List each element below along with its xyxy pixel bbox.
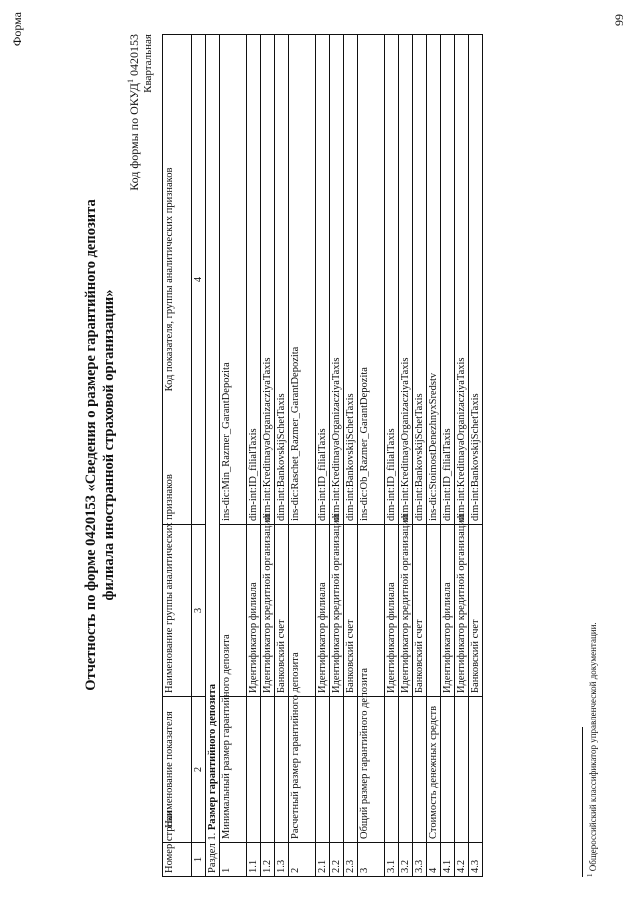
indicator-code-cell: dim-int:KreditnayaOrganizacziyaTaxis [455,35,469,525]
okud-line [126,34,142,191]
analytic-group-cell [427,525,441,697]
indicator-name-cell [455,697,469,843]
section-row [206,35,220,877]
row-number-cell: 3.3 [413,843,427,877]
table-row [344,35,358,877]
analytic-group-cell: Идентификатор филиала [441,525,455,697]
indicator-code-cell: ins-dic:Ob_Razmer_GarantDepozita [358,35,385,525]
analytic-group-cell: Идентификатор кредитной организации [399,525,413,697]
indicator-name-cell [385,697,399,843]
row-number-cell: 2.2 [330,843,344,877]
table-row [316,35,330,877]
analytic-group-cell: Идентификатор кредитной организации [261,525,275,697]
table-row [330,35,344,877]
row-number-cell: 4.1 [441,843,455,877]
indicator-name-cell: Стоимость денежных средств [427,697,441,843]
indicator-code-cell: dim-int:ID_filialTaxis [441,35,455,525]
table-row [413,35,427,877]
indicator-code-cell: dim-int:KreditnayaOrganizacziyaTaxis [330,35,344,525]
indicator-name-cell [413,697,427,843]
footnote [586,622,598,877]
row-number-cell: 4.2 [455,843,469,877]
analytic-group-cell: Банковский счет [275,525,289,697]
indicator-name-cell [441,697,455,843]
analytic-group-cell: Идентификатор кредитной организации [455,525,469,697]
indicator-code-cell: dim-int:ID_filialTaxis [385,35,399,525]
footnote-text: Общероссийский классификатор управленческой документации. [588,622,598,872]
indicator-code-cell: dim-int:BankovskijSchetTaxis [275,35,289,525]
table-row [220,35,247,877]
column-number-4: 4 [192,35,206,525]
section-title: Размер гарантийного депозита [207,683,218,831]
indicator-code-cell: dim-int:BankovskijSchetTaxis [344,35,358,525]
column-header-number: Номер строки [163,843,192,877]
indicator-code-cell: dim-int:BankovskijSchetTaxis [413,35,427,525]
footnote-divider [582,727,583,877]
indicator-name-cell: Расчетный размер гарантийного депозита [289,697,316,843]
indicator-name-cell [399,697,413,843]
column-number-row [192,35,206,877]
row-number-cell: 2.1 [316,843,330,877]
row-number-cell: 4 [427,843,441,877]
footnote-mark: 1 [586,873,594,877]
row-number-cell: 3 [358,843,385,877]
analytic-group-cell: Банковский счет [469,525,483,697]
table-row [358,35,385,877]
row-number-cell: 1.1 [247,843,261,877]
column-header-group: Наименование группы аналитических признаков [163,525,192,697]
analytic-group-cell: Идентификатор кредитной организации [330,525,344,697]
table-row [275,35,289,877]
section-label: Раздел 1. [207,832,218,873]
analytic-group-cell: Банковский счет [413,525,427,697]
indicator-code-cell: ins-dic:Min_Razmer_GarantDepozita [220,35,247,525]
indicator-name-cell [316,697,330,843]
analytic-group-cell: Банковский счет [344,525,358,697]
indicator-code-cell: ins-dic:Raschet_Razmer_GarantDepozita [289,35,316,525]
column-number-1: 1 [192,843,206,877]
column-number-3: 3 [192,525,206,697]
indicator-code-cell: dim-int:BankovskijSchetTaxis [469,35,483,525]
okud-code: 0420153 [127,34,141,76]
indicator-code-cell: ins-dic:StoimostDenezhnyxSredstv [427,35,441,525]
table-row [289,35,316,877]
report-table [162,34,483,877]
row-number-cell: 1 [220,843,247,877]
indicator-name-cell [469,697,483,843]
row-number-cell: 1.3 [275,843,289,877]
indicator-code-cell: dim-int:ID_filialTaxis [316,35,330,525]
table-row [441,35,455,877]
indicator-name-cell [261,697,275,843]
section-cell [206,35,220,877]
indicator-name-cell [344,697,358,843]
row-number-cell: 3.2 [399,843,413,877]
column-header-code: Код показателя, группы аналитических признаков [163,35,192,525]
table-header-row [163,35,192,877]
row-number-cell: 4.3 [469,843,483,877]
table-row [455,35,469,877]
page-title [82,165,118,725]
table-row [385,35,399,877]
row-number-cell: 2 [289,843,316,877]
page-number: 99 [612,14,626,26]
title-line-2: филиала иностранной страховой организации» [101,289,117,601]
column-number-2: 2 [192,697,206,843]
okud-label: Код формы по ОКУД [127,83,141,191]
form-label: Форма [10,12,24,47]
analytic-group-cell: Идентификатор филиала [316,525,330,697]
indicator-code-cell: dim-int:ID_filialTaxis [247,35,261,525]
row-number-cell: 3.1 [385,843,399,877]
table-row [469,35,483,877]
indicator-name-cell: Минимальный размер гарантийного депозита [220,697,247,843]
okud-footnote-mark: 1 [126,79,135,83]
period-label: Квартальная [142,34,154,93]
table-row [247,35,261,877]
table-row [399,35,413,877]
column-header-name: Наименование показателя [163,697,192,843]
title-line-1: Отчетность по форме 0420153 «Сведения о размере гарантийного депозита [83,199,99,691]
table-row [427,35,441,877]
indicator-code-cell: dim-int:KreditnayaOrganizacziyaTaxis [261,35,275,525]
row-number-cell: 1.2 [261,843,275,877]
analytic-group-cell: Идентификатор филиала [385,525,399,697]
analytic-group-cell: Идентификатор филиала [247,525,261,697]
indicator-code-cell: dim-int:KreditnayaOrganizacziyaTaxis [399,35,413,525]
row-number-cell: 2.3 [344,843,358,877]
indicator-name-cell [247,697,261,843]
indicator-name-cell [330,697,344,843]
indicator-name-cell [275,697,289,843]
indicator-name-cell: Общий размер гарантийного депозита [358,697,385,843]
table-row [261,35,275,877]
